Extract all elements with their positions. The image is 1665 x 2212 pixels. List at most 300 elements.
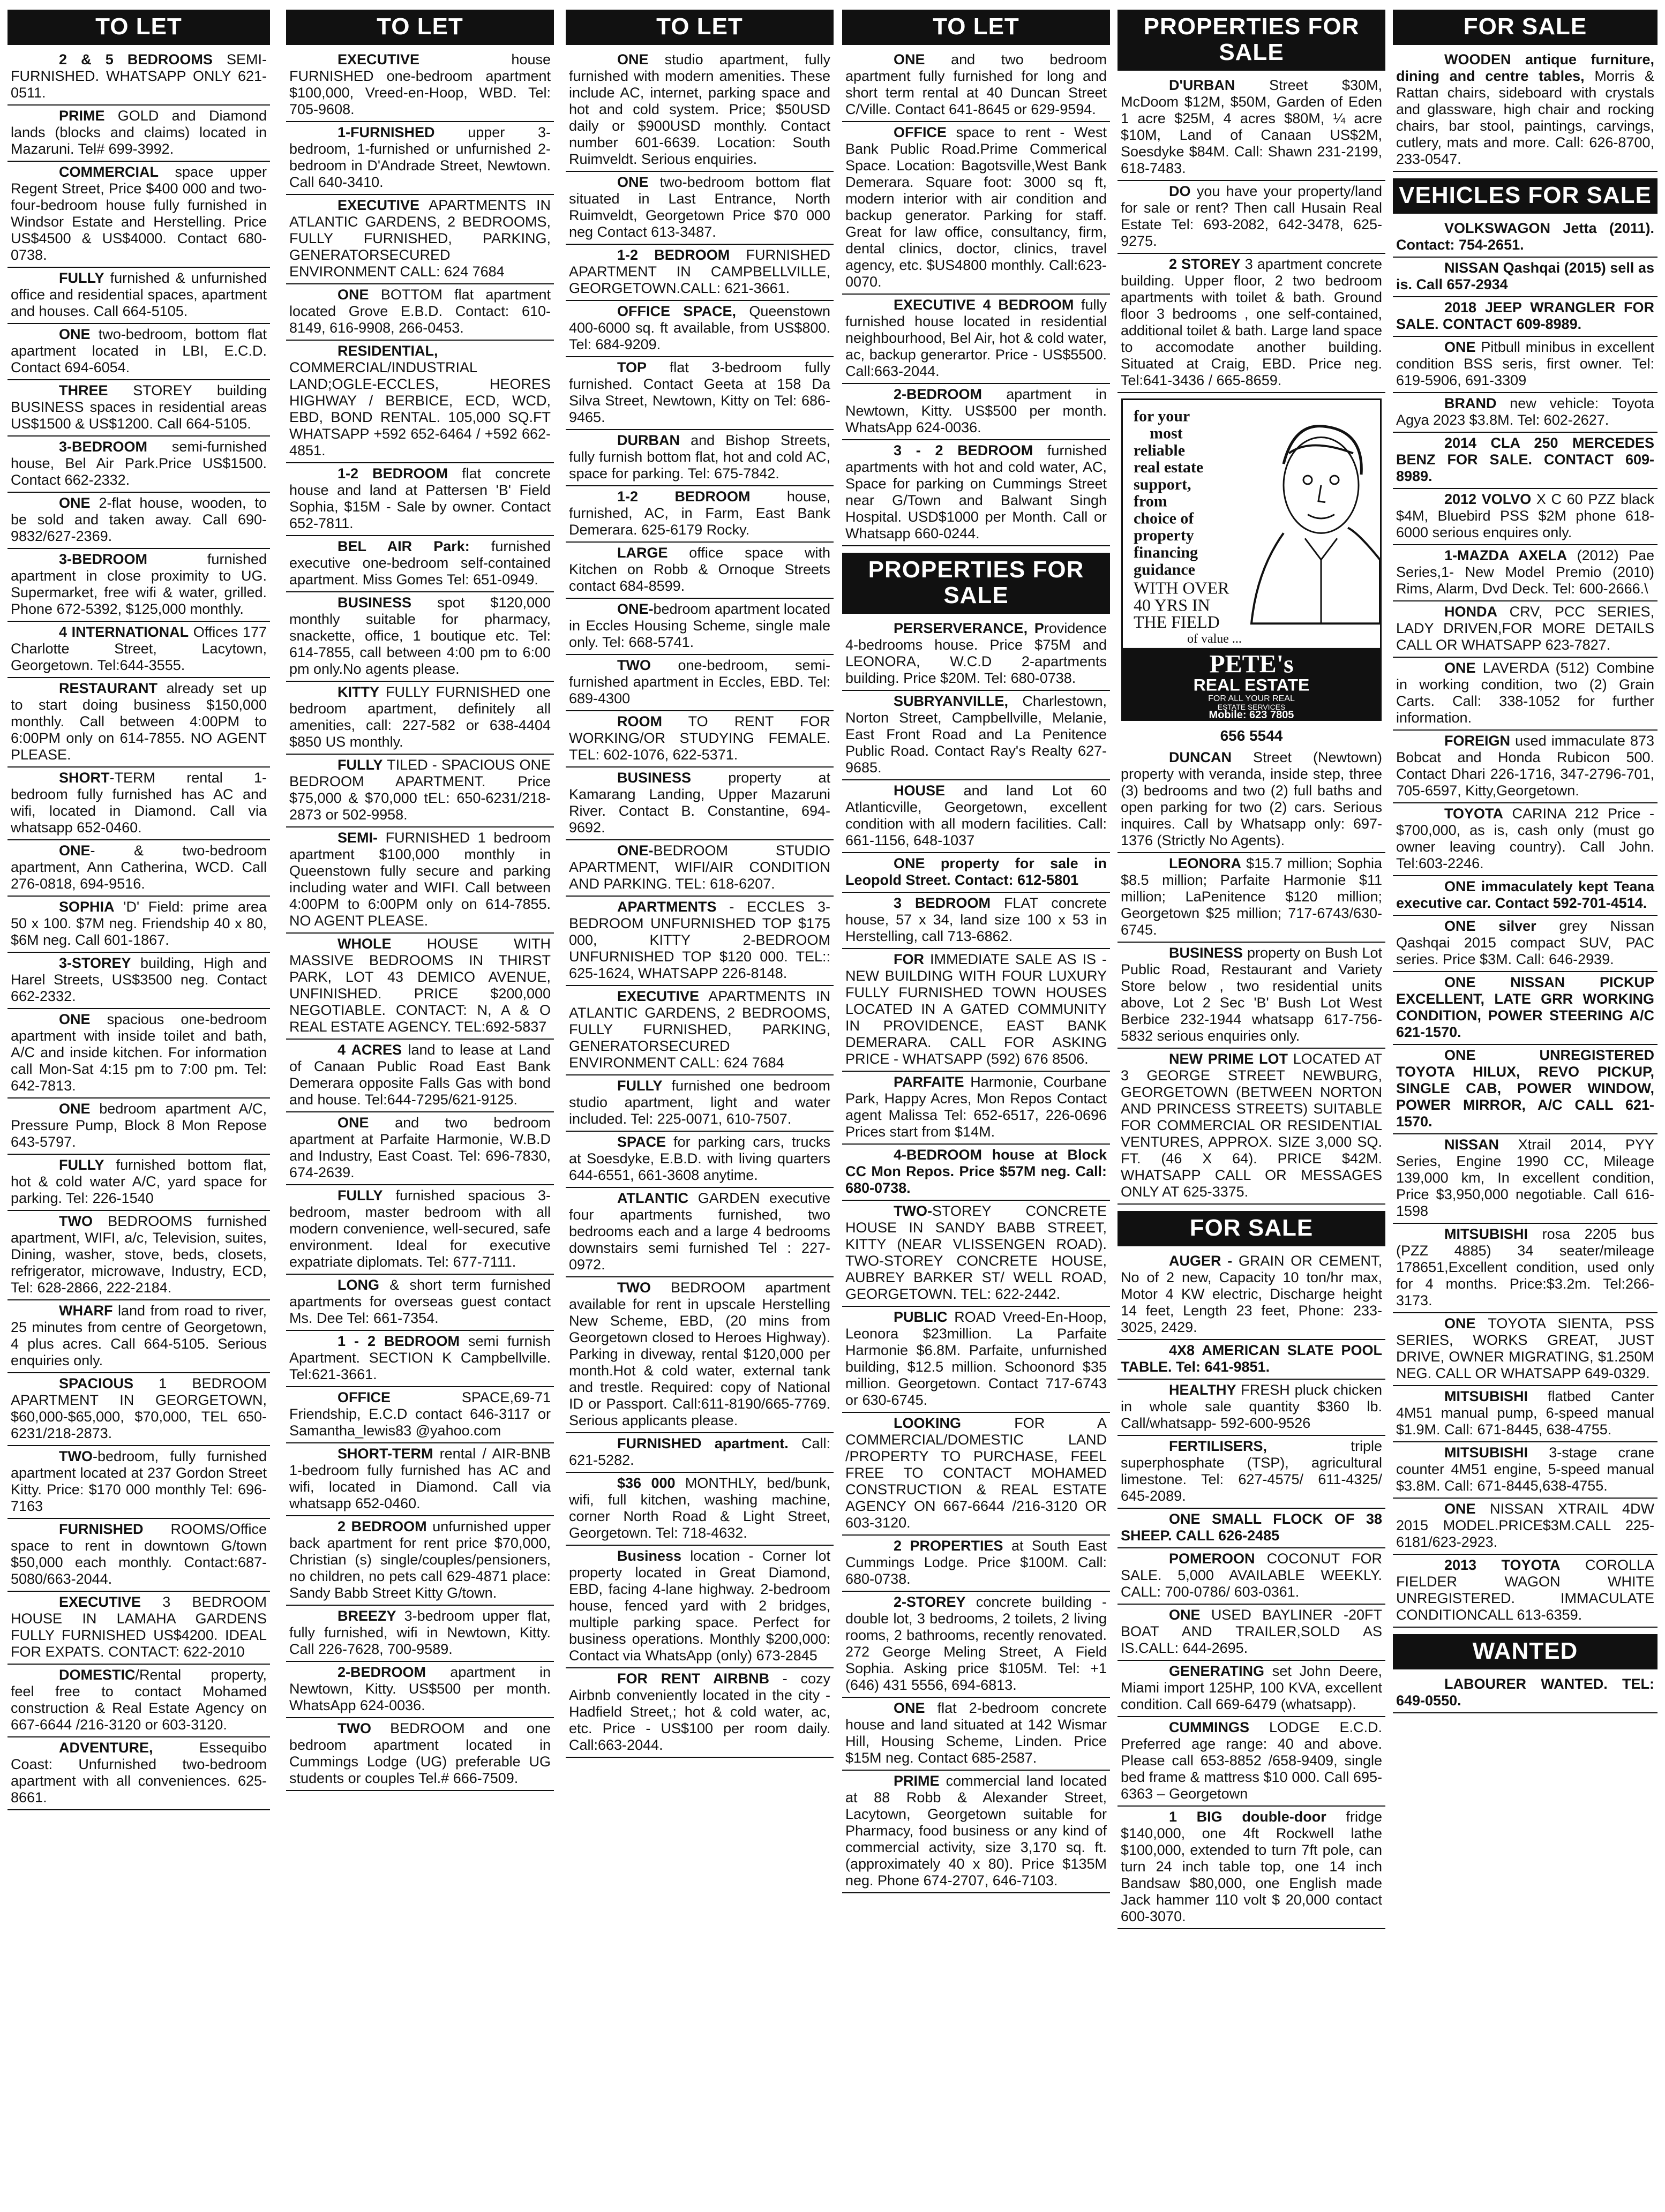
ad-lead: 3-STOREY (59, 955, 131, 971)
ad-body: STOREY building BUSINESS spaces in residential areas US$1500 & US$1200. Call 664-5105. (11, 382, 267, 432)
ad-lead: ONE UNREGISTERED TOYOTA HILUX, REVO PICKUP, SINGLE CAB, POWER WINDOW, POWER MIRROR, A/C CALL 621-1570. (1396, 1047, 1654, 1130)
ad-body: bedroom apartment located in Eccles Housing Scheme, single male only. Tel: 668-5741. (569, 601, 830, 650)
ad-lead: 3-BEDROOM (59, 551, 148, 567)
ad-body: 'D' Field: prime area 50 x 100. $7M neg. Friendship 40 x 80, $6M neg. Call 601-1867. (11, 899, 267, 948)
classified-ad (286, 195, 554, 284)
section-header: TO LET (8, 10, 270, 45)
advert-line: reliable (1134, 441, 1186, 460)
ad-lead: EXECUTIVE (338, 197, 420, 213)
ad-body: APARTMENTS IN ATLANTIC GARDENS, 2 BEDROOMS, FULLY FURNISHED, PARKING, GENERATORSECURED ENVIRONMENT CALL: 624 7684 (569, 988, 830, 1071)
classified-ad (8, 1099, 270, 1155)
ad-body: FRESH pluck chicken in whole sale quantity $360 lb. Call/whatsapp- 592-600-9526 (1121, 1382, 1382, 1431)
ad-lead: FOR RENT AIRBNB (617, 1671, 769, 1687)
ad-body: spot $120,000 monthly suitable for pharmacy, snackette, office, 1 boutique etc. Tel: 614-7855, call between 4:00 pm to 6:00 pm only.No agents please. (289, 595, 551, 677)
classified-ad (1393, 1045, 1658, 1134)
advert-brand: PETE's (1209, 650, 1294, 679)
ad-body: two-bedroom bottom flat situated in Last Entrance, North Ruimveldt, Georgetown Price $70 000 neg Contact 613-3487. (569, 174, 830, 240)
ad-body: IMMEDIATE SALE AS IS - NEW BUILDING WITH FOUR LUXURY FULLY FURNISHED TOWN HOUSES LOCATED IN A GATED COMMUNITY IN PROVIDENCE, EAST BANK DEMERARA. CALL FOR ASKING PRICE - WHATSAPP (592) 676 8506. (845, 951, 1107, 1067)
ad-lead: ONE immaculately kept Teana executive car. Contact 592-701-4514. (1396, 878, 1654, 911)
classified-ad (842, 1145, 1110, 1201)
classified-ad (566, 986, 834, 1075)
classified-ad (842, 1413, 1110, 1536)
ad-body: BEDROOM and one bedroom apartment located in Cummings Lodge (UG) preferable UG students or couples Tel.# 666-7509. (289, 1720, 551, 1786)
ad-lead: COMMERCIAL (59, 164, 159, 180)
classified-ad (8, 1155, 270, 1211)
classified-ad (1393, 337, 1658, 393)
ad-lead: ONE (59, 842, 91, 859)
classified-ad (566, 1473, 834, 1546)
ad-lead: TWO (338, 1720, 371, 1736)
classified-ad (1118, 75, 1385, 181)
ad-lead: BUSINESS (1169, 945, 1243, 961)
ad-body: FLAT concrete house, 57 x 34, land size 100 x 53 in Herstelling, call 713-6862. (845, 895, 1107, 944)
ad-list (1393, 218, 1658, 1628)
ad-lead: SHORT (59, 770, 110, 786)
ad-body: BEDROOM apartment available for rent in upscale Herstelling New Scheme, EBD, (20 mins from Georgetown closed to Heroes Highway). Parking in diveway, rental $120,000 per month.Hot & cold water, external tank and trestle. Required: copy of National ID or Passport. Call:611-8190/665-7769. Serious applicants please. (569, 1280, 830, 1428)
ad-lead: BRAND (1444, 395, 1497, 411)
ad-body: (2012) Pae Series,1- New Model Premio (2010) Rims, Alarm, Dvd Deck. Tel: 600-2666.\ (1396, 547, 1654, 597)
ad-body: MONTHLY, bed/bunk, wifi, full kitchen, washing machine, corner North Road & Light Street, Georgetown. Tel: 718-4632. (569, 1475, 830, 1541)
ad-body: FULLY FURNISHED one bedroom apartment, definitely all amenities, call: 227-582 or 638-4404 $850 US monthly. (289, 684, 551, 750)
ad-lead: NISSAN Qashqai (2015) sell as is. Call 657-2934 (1396, 260, 1654, 292)
ad-lead: ONE (1444, 1501, 1476, 1517)
ad-body: commercial land located at 88 Robb & Alexander Street, Lacytown, Georgetown suitable for Pharmacy, food business or any kind of commercial activity, size 3,170 sq. ft. (approximately 40 x 80). Price $135M neg. Phone 674-2707, 646-7103. (845, 1773, 1107, 1889)
classified-ad (1118, 747, 1385, 853)
ad-lead: FULLY (338, 1187, 383, 1203)
classified-ad (8, 324, 270, 380)
classified-ad (286, 934, 554, 1040)
ad-list (1393, 1674, 1658, 1713)
classified-ad (1393, 916, 1658, 972)
classified-ad (286, 536, 554, 592)
classified-ad (1393, 545, 1658, 601)
ad-body: rovidence 4-bedrooms house. Price $75M and LEONORA, W.C.D 2-apartments building. Price $20M. Tel: 680-0738. (845, 620, 1107, 686)
classified-ad (1393, 393, 1658, 433)
ad-lead: 2-BEDROOM (338, 1664, 426, 1680)
ad-body: X C 60 PZZ black $4M, Bluebird PSS $2M phone 618-6000 serious enquires only. (1396, 491, 1654, 540)
ad-lead: ONE (1444, 339, 1476, 355)
classified-ad (1393, 658, 1658, 731)
ad-body: studio apartment, fully furnished with modern amenities. These include AC, internet, parking space and hot and cold system. Price; $50USD daily or $900USD monthly. Contact number 601-6639. Location: South Ruimveldt. Serious enquiries. (569, 51, 830, 167)
ad-lead: FURNISHED apartment. (617, 1435, 789, 1451)
ad-body: used immaculate 873 Bobcat and Honda Rubicon 500. Contact Dhari 226-1716, 347-2796-701, 705-6597, Kitty,Georgetown. (1396, 733, 1654, 799)
ad-body: 3-stage crane counter 4M51 engine, 5-speed manual $3.8M. Call: 671-8445,638-4755. (1396, 1444, 1654, 1494)
ad-lead: ONE (894, 51, 925, 67)
ad-lead: RESTAURANT (59, 680, 158, 696)
ad-lead: FULLY (59, 270, 104, 286)
ad-lead: 2012 VOLVO (1444, 491, 1532, 507)
ad-body: apartment in Newtown, Kitty. US$500 per month. WhatsApp 624-0036. (845, 386, 1107, 435)
classified-ad (8, 106, 270, 162)
classified-ad (1393, 49, 1658, 172)
ad-body: GRAIN OR CEMENT, No of 2 new, Capacity 10 ton/hr max, Motor 4 KW electric, Discharge height 14 feet, Length 23 feet, Phone: 233-3025, 2429. (1121, 1253, 1382, 1335)
ad-lead: NISSAN (1444, 1137, 1499, 1153)
ad-lead: TWO (617, 1280, 651, 1296)
advert-brand-2: REAL ESTATE (1193, 675, 1310, 695)
advert-line: for your (1134, 407, 1190, 425)
ad-lead: 2-BEDROOM (894, 386, 982, 402)
ad-lead: LEONORA (1169, 855, 1241, 871)
ad-lead: FOREIGN (1444, 733, 1511, 749)
classified-ad (8, 268, 270, 324)
classified-ad (566, 599, 834, 655)
classified-ad (842, 893, 1110, 949)
classified-ad (8, 437, 270, 493)
classified-ad (1118, 1717, 1385, 1807)
classified-ad (842, 949, 1110, 1072)
ad-lead: Business (617, 1548, 682, 1564)
ad-lead: 4-BEDROOM house at Block CC Mon Repos. Price $57M neg. Call: 680-0738. (845, 1147, 1107, 1196)
ad-lead: HOUSE (894, 783, 946, 799)
classified-ad (566, 486, 834, 543)
ad-body: and Bishop Streets, fully furnish bottom flat, hot and cold AC, space for parking. Tel: 675-7842. (569, 432, 830, 481)
classified-ad (842, 853, 1110, 893)
ad-lead: ONE (338, 287, 369, 303)
ad-lead: ONE SMALL FLOCK OF 38 SHEEP. CALL 626-2485 (1121, 1511, 1382, 1544)
ad-body: furnished one bedroom studio apartment, light and water included. Tel: 225-0071, 610-7507. (569, 1078, 830, 1127)
classified-ad (286, 682, 554, 755)
ad-body: Pitbull minibus in excellent condition BSS seris, first owner. Tel: 619-5906, 691-3309 (1396, 339, 1654, 388)
section-header: TO LET (286, 10, 554, 45)
classified-ad (1118, 943, 1385, 1049)
ad-body: & short term furnished apartments for overseas guest contact Ms. Dee Tel: 661-7354. (289, 1277, 551, 1326)
classified-ad (1118, 1340, 1385, 1380)
ad-lead: 2014 CLA 250 MERCEDES BENZ FOR SALE. CONTACT 609-8989. (1396, 435, 1654, 484)
classified-ad (1393, 489, 1658, 545)
ad-lead: AUGER - (1169, 1253, 1233, 1269)
classified-ad (1118, 1380, 1385, 1436)
classified-ad (566, 430, 834, 486)
ad-lead: LABOURER WANTED. TEL: 649-0550. (1396, 1676, 1654, 1709)
ad-body: USED BAYLINER -20FT BOAT AND TRAILER,SOLD AS IS.CALL: 644-2695. (1121, 1607, 1382, 1656)
column-1 (8, 10, 270, 2205)
ad-lead: 1-2 BEDROOM (617, 247, 730, 263)
classified-ad (1393, 297, 1658, 337)
classified-ad (8, 1300, 270, 1373)
ad-lead: VOLKSWAGON Jetta (2011). Contact: 754-2651. (1396, 220, 1654, 253)
ad-lead: 1 BIG double-door (1169, 1809, 1326, 1825)
ad-lead: GENERATING (1169, 1663, 1265, 1679)
classified-ad (566, 245, 834, 301)
classified-ad (566, 1075, 834, 1132)
ad-lead: ONE (59, 326, 91, 342)
advert-phone-2: 656 5544 (1220, 727, 1283, 744)
classified-ad (286, 755, 554, 827)
ad-lead: ONE (1444, 660, 1476, 676)
ad-body: new vehicle: Toyota Agya 2023 $3.8M. Tel: 602-2627. (1396, 395, 1654, 428)
classified-ad (566, 1433, 834, 1473)
ad-body: already set up to start doing business $150,000 monthly. Call between 4:00PM to 6:00PM only on 614-7855. NO AGENT PLEASE. (11, 680, 267, 763)
section-header: TO LET (842, 10, 1110, 45)
ad-body: TO RENT FOR WORKING/OR STUDYING FEMALE. TEL: 602-1076, 622-5371. (569, 713, 830, 763)
classified-ad (1393, 218, 1658, 258)
ad-body: HOUSE WITH MASSIVE BEDROOMS IN THIRST PARK, LOT 43 DEMICO AVENUE, UNFINISHED. PRICE $200,000 NEGOTIABLE. CONTACT: N, A & O REAL ESTATE AGENCY. TEL:692-5837 (289, 936, 551, 1035)
ad-lead: ONE (59, 1011, 91, 1027)
ad-lead: 2-STOREY (894, 1594, 966, 1610)
ad-lead: 1-2 BEDROOM (617, 488, 751, 505)
ad-lead: ADVENTURE, (59, 1740, 153, 1756)
classified-ad (1118, 1049, 1385, 1205)
advert-line: property (1134, 526, 1194, 545)
petes-real-estate-advert (1121, 398, 1382, 721)
classified-ad (842, 295, 1110, 384)
ad-body: semi furnish Apartment. SECTION K Campbellville. Tel:621-3661. (289, 1333, 551, 1382)
classified-ad (1118, 1548, 1385, 1605)
classified-ad (566, 897, 834, 986)
classified-ad (842, 122, 1110, 295)
ad-lead: FULLY (617, 1078, 663, 1094)
ad-lead: PERSERVERANCE, P (894, 620, 1044, 636)
advert-tagline: FOR ALL YOUR REAL (1208, 694, 1295, 704)
classified-ad (842, 1072, 1110, 1145)
ad-lead: 4X8 AMERICAN SLATE POOL TABLE. Tel: 641-9851. (1121, 1342, 1382, 1375)
ad-lead: SOPHIA (59, 899, 115, 915)
ad-lead: PUBLIC (894, 1309, 948, 1325)
ad-body: and land Lot 60 Atlanticville, Georgetown, excellent condition with all modern facilities. Call: 661-1156, 648-1037 (845, 783, 1107, 848)
ad-body: one-bedroom, semi-furnished apartment in Eccles, EBD. Tel: 689-4300 (569, 657, 830, 706)
ad-lead: ONE (617, 51, 649, 67)
ad-body: - cozy Airbnb conveniently located in the city - Hadfield Street,; hot & cold water, ac, etc. Price - US$100 per room daily. Call:663-2044. (569, 1671, 830, 1753)
ad-lead: BUSINESS (338, 595, 412, 611)
section-header-vehicles: VEHICLES FOR SALE (1393, 178, 1658, 214)
classified-ad (286, 1112, 554, 1185)
ad-lead: CUMMINGS (1169, 1719, 1249, 1735)
classified-ad (1118, 254, 1385, 393)
ad-body: FURNISHED APARTMENT IN CAMPBELLVILLE, GEORGETOWN.CALL: 621-3661. (569, 247, 830, 296)
classified-ad (1393, 1442, 1658, 1499)
ad-lead: SHORT-TERM (338, 1446, 433, 1462)
classified-ad (566, 1188, 834, 1277)
ad-lead: 2 STOREY (1169, 256, 1241, 272)
classified-ad (286, 1516, 554, 1606)
advert-tagline: ESTATE SERVICES (1217, 703, 1286, 712)
ad-body: furnished bottom flat, hot & cold water A/C, yard space for parking. Tel: 226-1540 (11, 1157, 267, 1206)
ad-lead: BUSINESS (617, 770, 692, 786)
classified-ad (8, 49, 270, 106)
classified-ad (8, 678, 270, 768)
ad-body: BEDROOM STUDIO APARTMENT, WIFI/AIR CONDITION AND PARKING. TEL: 618-6207. (569, 842, 830, 892)
ad-body: flat concrete house and land at Pattersen 'B' Field Sophia, $15M - Sale by owner. Contact 652-7811. (289, 465, 551, 531)
ad-lead: ONE (338, 1115, 369, 1131)
classified-ad (8, 840, 270, 897)
ad-body: Harmonie, Courbane Park, Happy Acres, Mon Repos Contact agent Malissa Tel: 652-6517, 226-0696 Prices start from $14M. (845, 1074, 1107, 1140)
ad-lead: HEALTHY (1169, 1382, 1236, 1398)
ad-body: LAVERDA (512) Combine in working condition, two (2) Grain Carts. Call: 338-1052 for further information. (1396, 660, 1654, 726)
advert-line: support, (1134, 475, 1191, 493)
classified-ad (566, 49, 834, 172)
ad-list (1118, 747, 1385, 1205)
ad-lead: MITSUBISHI (1444, 1226, 1528, 1242)
ad-body: set John Deere, Miami import 125HP, 100 KVA, excellent condition. Call 669-6479 (whatsapp). (1121, 1663, 1382, 1712)
classified-ad (1393, 433, 1658, 489)
ad-list (842, 49, 1110, 546)
ad-lead: FULLY (59, 1157, 104, 1173)
ad-body: furnished spacious 3-bedroom, master bedroom with all modern convenience, well-secured, safe environment. Ideal for executive expatriate diplomats. Tel: 677-7111. (289, 1187, 551, 1270)
ad-lead: EXECUTIVE 4 BEDROOM (894, 297, 1074, 313)
ad-body: - & two-bedroom apartment, Ann Catherina, WCD. Call 276-0818, 694-9516. (11, 842, 267, 892)
classified-ad (842, 1536, 1110, 1592)
ad-lead: ONE (1444, 1315, 1476, 1331)
ad-lead: 1-2 BEDROOM (338, 465, 448, 481)
ad-body: space upper Regent Street, Price $400 000 and two-four-bedroom house fully furnished in Windsor Estate and Herstelling. Price US$4500 & US$4000. Contact 680-0738. (11, 164, 267, 263)
classified-ad (286, 1662, 554, 1718)
classified-ad (286, 1331, 554, 1387)
advert-line: 40 YRS IN (1134, 596, 1210, 615)
advert-line: THE FIELD (1134, 613, 1220, 632)
classified-ad (286, 1185, 554, 1275)
ad-list (8, 49, 270, 1810)
ad-body: BEDROOMS furnished apartment, WIFI, a/c, Television, suites, Dining, washer, stove, beds, closets, refrigerator, microwave, Industry, ECD, Tel: 628-2866, 222-2184. (11, 1213, 267, 1296)
ad-body: furnished apartments with hot and cold water, AC, Space for parking on Cummings Street near G/Town and Balwant Singh Hospital. USD$1000 per Month. Call or Whatsapp 660-0244. (845, 442, 1107, 541)
classified-ad (842, 1698, 1110, 1771)
ad-lead: 3-BEDROOM (59, 439, 148, 455)
ad-body: spacious one-bedroom apartment with inside toilet and bath, A/C and inside kitchen. For information call Mon-Sat 4:15 pm to 7:00 pm. Tel: 642-7813. (11, 1011, 267, 1094)
ad-lead: RESIDENTIAL, (338, 343, 438, 359)
ad-body: ROOMS/Office space to rent in downtown G/town $50,000 each monthly. Contact:687-5080/663-2044. (11, 1521, 267, 1587)
classified-ad (286, 1275, 554, 1331)
ad-body: - ECCLES 3-BEDROOM UNFURNISHED TOP $175 000, KITTY 2-BEDROOM UNFURNISHED TOP $120 000. TEL:: 625-1624, WHATSAPP 226-8148. (569, 899, 830, 981)
ad-body: house FURNISHED one-bedroom apartment $100,000, Vreed-en-Hoop, WBD. Tel: 705-9608. (289, 51, 551, 117)
ad-body: unfurnished upper back apartment for rent price $70,000, Christian (s) single/couples/pensioners, no children, no pets call 629-4871 place: Sandy Babb Street Kitty G/town. (289, 1518, 551, 1601)
classified-ad (286, 122, 554, 195)
classified-ad (8, 1737, 270, 1810)
ad-body: at South East Cummings Lodge. Price $100M. Call: 680-0738. (845, 1538, 1107, 1587)
ad-body: 3 BEDROOM HOUSE IN LAMAHA GARDENS FULLY FURNISHED US$4200. IDEAL FOR EXPATS. CONTACT: 622-2010 (11, 1594, 267, 1660)
column-2 (286, 10, 554, 2205)
ad-body: building, High and Harel Streets, US$3500 neg. Contact 662-2332. (11, 955, 267, 1004)
ad-lead: WHARF (59, 1303, 113, 1319)
ad-lead: SPACIOUS (59, 1375, 134, 1391)
column-5 (1118, 10, 1385, 2205)
ad-lead: PARFAITE (894, 1074, 964, 1090)
ad-lead: 2 BEDROOM (338, 1518, 427, 1534)
ad-lead: TWO (617, 657, 651, 673)
ad-lead: TOP (617, 359, 647, 375)
classified-ad (1393, 972, 1658, 1045)
ad-body: Offices 177 Charlotte Street, Lacytown, Georgetown. Tel:644-3555. (11, 624, 267, 673)
ad-body: COCONUT FOR SALE. 5,000 AVAILABLE WEEKLY. CALL: 700-0786/ 603-0361. (1121, 1551, 1382, 1600)
ad-lead: LARGE (617, 545, 668, 561)
ad-list (566, 49, 834, 1758)
ad-lead: 2 PROPERTIES (894, 1538, 1003, 1554)
ad-body: COROLLA FIELDER WAGON WHITE UNREGISTERED. IMMACULATE CONDITIONCALL 613-6359. (1396, 1557, 1654, 1623)
classified-ad (566, 711, 834, 768)
ad-body: house, furnished, AC, in Farm, East Bank Demerara. 625-6179 Rocky. (569, 488, 830, 538)
classified-ad (842, 691, 1110, 780)
ad-lead: 2018 JEEP WRANGLER FOR SALE. CONTACT 609-8989. (1396, 299, 1654, 332)
ad-body: NISSAN XTRAIL 4DW 2015 MODEL.PRICE$3M.CALL 225-6181/623-2923. (1396, 1501, 1654, 1550)
classified-ad (8, 1373, 270, 1446)
ad-body: /Rental property, feel free to contact Mohamed construction & Real Estate Agency on 667-6644 /216-3120 or 603-3120. (11, 1667, 267, 1733)
ad-lead: 4 ACRES (338, 1042, 402, 1058)
ad-lead: FULLY (338, 757, 383, 773)
ad-lead: OFFICE SPACE, (617, 303, 736, 319)
ad-lead: OFFICE (338, 1389, 391, 1405)
ad-list (286, 49, 554, 1791)
classified-ad (286, 1040, 554, 1112)
ad-lead: DOMESTIC (59, 1667, 136, 1683)
ad-lead: ONE- (617, 842, 654, 859)
ad-lead: FURNISHED (59, 1521, 144, 1537)
ad-lead: D'URBAN (1169, 77, 1235, 93)
classified-ad (842, 780, 1110, 853)
ad-body: -bedroom, fully furnished apartment located at 237 Gordon Street Kitty. Price: $170 000 monthly Tel: 696-7163 (11, 1448, 267, 1514)
classified-ad (8, 380, 270, 437)
classified-ad (842, 1592, 1110, 1698)
classified-ad (566, 1668, 834, 1758)
ad-lead: ROOM (617, 713, 662, 729)
ad-lead: BEL AIR Park: (338, 538, 470, 554)
ad-lead: $36 000 (617, 1475, 676, 1491)
classified-ad (842, 440, 1110, 546)
ad-body: TILED - SPACIOUS ONE BEDROOM APARTMENT. Price $75,000 & $70,000 tEL: 650-6231/218-2873 or 502-9958. (289, 757, 551, 823)
classified-ad (1118, 1436, 1385, 1509)
ad-lead: DURBAN (617, 432, 680, 448)
classified-ad (1393, 1313, 1658, 1386)
ad-body: 3-bedroom upper flat, fully furnished, wifi in Newtown, Kitty. Call 226-7628, 700-9589. (289, 1608, 551, 1657)
section-header-for-sale: FOR SALE (1118, 1211, 1385, 1246)
ad-body: apartment in Newtown, Kitty. US$500 per month. WhatsApp 624-0036. (289, 1664, 551, 1713)
ad-body: 2-flat house, wooden, to be sold and taken away. Call 690-9832/627-2369. (11, 495, 267, 544)
classified-ad (842, 49, 1110, 122)
ad-list (1393, 49, 1658, 172)
section-header-properties: PROPERTIES FOR SALE (842, 553, 1110, 614)
ad-body: two-bedroom, bottom flat apartment located in LBI, E.C.D. Contact 694-6054. (11, 326, 267, 375)
ad-lead: TWO (59, 1213, 93, 1229)
ad-lead: WOODEN antique furniture, dining and centre tables, (1396, 51, 1654, 84)
ad-body: rosa 2205 bus (PZZ 4885) 34 seater/mileage 178651,Excellent condition, used only for 4 months. Price:$3.2m. Tel:266-3173. (1396, 1226, 1654, 1308)
ad-lead: 2013 TOYOTA (1444, 1557, 1561, 1573)
classified-ad (1118, 1661, 1385, 1717)
classified-ad (1118, 1509, 1385, 1548)
ad-lead: 1-FURNISHED (338, 124, 435, 140)
ad-body: GOLD and Diamond lands (blocks and claims) located in Mazaruni. Tel# 699-3992. (11, 108, 267, 157)
classified-ad (842, 1201, 1110, 1307)
classified-ad (286, 1718, 554, 1791)
classified-ad (566, 301, 834, 357)
ad-lead: 2 & 5 BEDROOMS (59, 51, 213, 67)
classified-ad (566, 1277, 834, 1433)
ad-body: space to rent - West Bank Public Road.Prime Commerical Space. Location: Bagotsville,West Bank Demerara. Square foot: 3000 sq ft, modern interior with air condition and backup generator. Parking for staff. Great for law office, consultancy, firm, dental clinics, doctor, clinics, travel agency, etc. $US4800 monthly. Call:623-0070. (845, 124, 1107, 290)
ad-lead: EXECUTIVE (617, 988, 700, 1004)
ad-lead: ONE (59, 1101, 91, 1117)
classified-ad (8, 1211, 270, 1300)
ad-body: property on Bush Lot Public Road, Restaurant and Variety Store below , two residential units above, Lot 2 Sec 'B' Bush Lot West Berbice 232-1944 whatsapp 617-756-5832 serious enquiries only. (1121, 945, 1382, 1044)
ad-body: FURNISHED 1 bedroom apartment $100,000 monthly in Queenstown fully secure and parking including water and WIFI. Call between 4:00PM to 6:00PM only on 614-7855. NO AGENT PLEASE. (289, 830, 551, 929)
ad-lead: EXECUTIVE (338, 51, 420, 67)
ad-lead: OFFICE (894, 124, 947, 140)
advert-line: WITH OVER (1134, 578, 1229, 598)
classified-ad (566, 840, 834, 897)
classified-ad (286, 1606, 554, 1662)
ad-body: furnished & unfurnished office and residential spaces, apartment and houses. Call 664-5105. (11, 270, 267, 319)
ad-lead: SUBRYANVILLE, (894, 693, 1009, 709)
ad-body: for parking cars, trucks at Soesdyke, E.B.D. with living quarters 644-6551, 661-3608 anytime. (569, 1134, 830, 1183)
ad-body: COMMERCIAL/INDUSTRIAL LAND;OGLE-ECCLES, HEORES HIGHWAY / BERBICE, ECD, WCD, EBD, BOND RENTAL. 105,000 SQ.FT WHATSAPP +592 652-6464 / +592 662-4851. (289, 359, 551, 458)
classified-ad (566, 1132, 834, 1188)
classified-ad (842, 618, 1110, 691)
classified-ad (8, 549, 270, 622)
ad-lead: ONE NISSAN PICKUP EXCELLENT, LATE GRR WORKING CONDITION, POWER STEERING A/C 621-1570. (1396, 974, 1654, 1040)
ad-body: and two bedroom apartment at Parfaite Harmonie, W.B.D and Industry, East Coast. Tel: 696-7830, 674-2639. (289, 1115, 551, 1180)
ad-lead: LOOKING (894, 1415, 961, 1431)
classified-ad (566, 172, 834, 245)
classified-ad (286, 1443, 554, 1516)
ad-lead: ONE (59, 495, 91, 511)
ad-body: ROAD Vreed-En-Hoop, Leonora $23million. La Parfaite Harmonie $6.8M. Parfaite, unfurnished building, $12.5 million. Schoonord $35 million. Georgetown. Contact 717-6743 or 630-6745. (845, 1309, 1107, 1408)
ad-body: BOTTOM flat apartment located Grove E.B.D. Contact: 610-8149, 616-9908, 266-0453. (289, 287, 551, 336)
classified-ad (286, 592, 554, 682)
